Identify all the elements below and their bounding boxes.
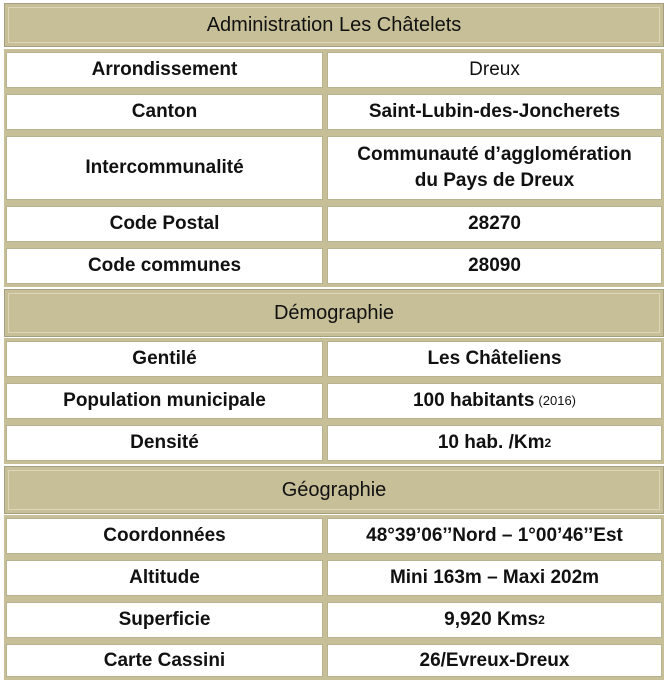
label-arrondissement: Arrondissement	[6, 52, 323, 88]
densite-value: 10 hab. /Km	[437, 432, 545, 453]
label-coordonnees: Coordonnées	[6, 518, 323, 554]
section-title-demographie: Démographie	[273, 301, 395, 324]
section-title-geographie: Géographie	[281, 478, 387, 501]
label-superficie: Superficie	[6, 602, 323, 638]
population-year: (2016)	[538, 393, 576, 408]
value-superficie: 9,920 Kms 2	[327, 602, 662, 638]
label-code-postal: Code Postal	[6, 206, 323, 242]
value-canton: Saint-Lubin-des-Joncherets	[327, 94, 662, 130]
value-code-postal: 28270	[327, 206, 662, 242]
value-population	[327, 383, 662, 419]
section-header-demographie	[4, 289, 664, 337]
label-carte-cassini: Carte Cassini	[6, 644, 323, 677]
table-row	[4, 380, 664, 422]
value-intercommunalite-line2: du Pays de Dreux	[414, 170, 575, 191]
table-row	[4, 245, 664, 287]
label-code-communes: Code communes	[6, 248, 323, 284]
population-count: 100 habitants	[412, 390, 535, 411]
value-intercommunalite-line1: Communauté d’agglomération	[357, 144, 632, 165]
section-header-administration	[4, 3, 664, 47]
table-row	[4, 515, 664, 557]
label-altitude: Altitude	[6, 560, 323, 596]
label-population: Population municipale	[6, 383, 323, 419]
section-header-geographie	[4, 466, 664, 514]
table-row	[4, 49, 664, 91]
label-gentile: Gentilé	[6, 341, 323, 377]
table-row	[4, 599, 664, 641]
value-carte-cassini: 26/Evreux-Dreux	[327, 644, 662, 677]
value-coordonnees: 48°39’06’’Nord – 1°00’46’’Est	[327, 518, 662, 554]
page-title: Administration Les Châtelets	[206, 13, 462, 36]
superficie-value: 9,920 Kms	[444, 609, 539, 630]
label-canton: Canton	[6, 94, 323, 130]
table-row	[4, 557, 664, 599]
table-row	[4, 91, 664, 133]
label-densite: Densité	[6, 425, 323, 461]
table-row	[4, 338, 664, 380]
value-code-communes: 28090	[327, 248, 662, 284]
value-gentile: Les Châteliens	[327, 341, 662, 377]
label-intercommunalite: Intercommunalité	[6, 136, 323, 200]
value-densite: 10 hab. /Km 2	[327, 425, 662, 461]
table-row	[4, 641, 664, 680]
value-altitude: Mini 163m – Maxi 202m	[327, 560, 662, 596]
value-intercommunalite	[327, 136, 662, 200]
table-row	[4, 203, 664, 245]
table-row	[4, 133, 664, 203]
table-row	[4, 422, 664, 464]
value-arrondissement: Dreux	[327, 52, 662, 88]
